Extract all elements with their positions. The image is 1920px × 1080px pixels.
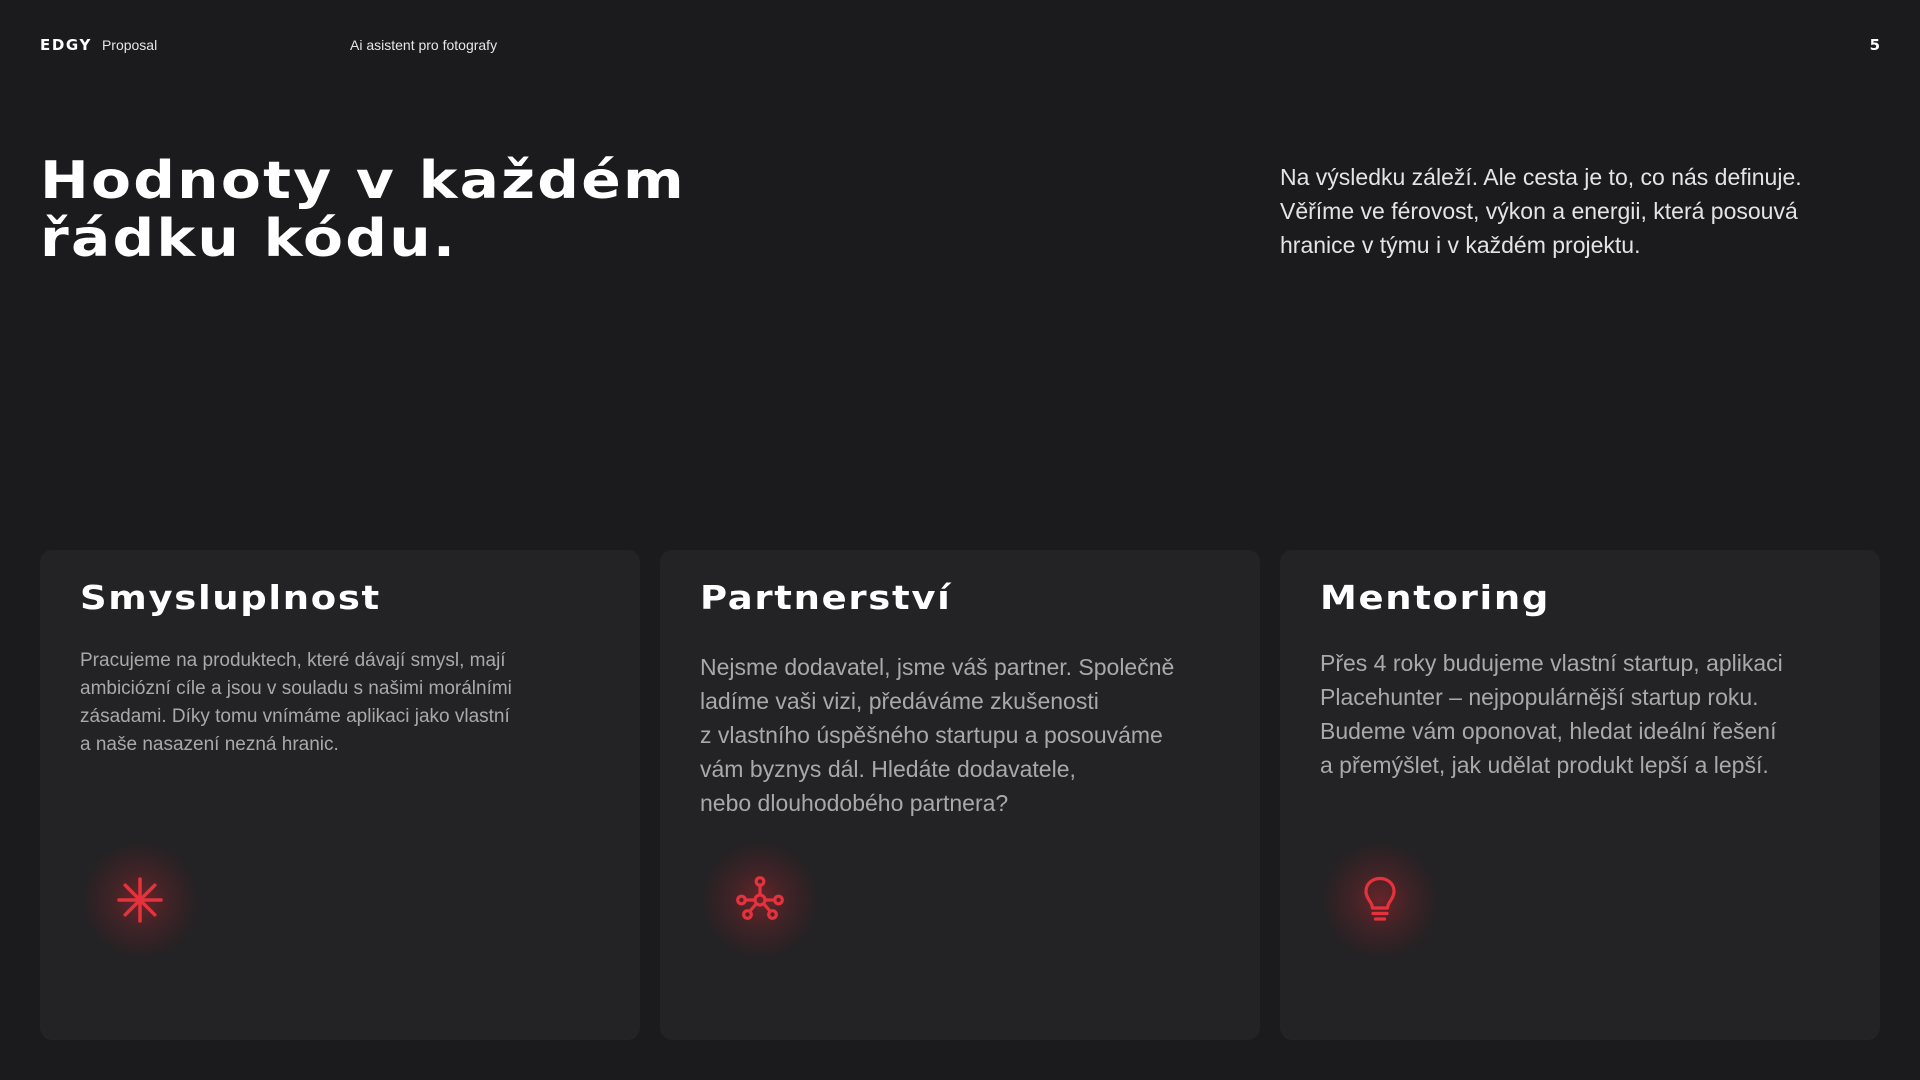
project-name: Ai asistent pro fotografy	[350, 37, 498, 53]
card-text-line: Placehunter – nejpopulárnější startup roku.	[1320, 684, 1759, 710]
card-text	[700, 650, 1174, 820]
card-text-line: a naše nasazení nezná hranic.	[80, 734, 339, 755]
page-title-line: Hodnoty v každém	[40, 151, 686, 211]
card-text-line: z vlastního úspěšného startupu a posouváme	[700, 722, 1163, 748]
card-title: Mentoring	[1320, 578, 1551, 617]
card-text-line: Nejsme dodavatel, jsme váš partner. Společně	[700, 654, 1175, 680]
value-card-smysluplnost	[40, 550, 640, 1040]
card-text-line: vám byznys dál. Hledáte dodavatele,	[700, 756, 1076, 782]
card-text-line: Budeme vám oponovat, hledat ideální řešení	[1320, 718, 1777, 744]
intro-text	[1280, 160, 1870, 262]
card-title: Smysluplnost	[80, 578, 381, 617]
brand-logo: EDGY	[40, 36, 92, 54]
card-text-line: Přes 4 roky budujeme vlastní startup, aplikaci	[1320, 650, 1783, 676]
page-title	[40, 152, 940, 268]
lightbulb-icon	[1355, 875, 1405, 925]
card-text-line: Pracujeme na produktech, které dávají smysl, mají	[80, 650, 506, 671]
value-cards	[40, 550, 1880, 1040]
value-card-partnerstvi	[660, 550, 1260, 1040]
card-text-line: zásadami. Díky tomu vnímáme aplikaci jako vlastní	[80, 706, 510, 727]
card-text-line: ambiciózní cíle a jsou v souladu s našimi morálními	[80, 678, 512, 699]
card-text-line: a přemýšlet, jak udělat produkt lepší a lepší.	[1320, 752, 1769, 778]
card-text-line: ladíme vaši vizi, předáváme zkušenosti	[700, 688, 1099, 714]
intro-line: Věříme ve férovost, výkon a energii, která posouvá	[1280, 198, 1798, 224]
page-title-line: řádku kódu.	[40, 209, 458, 269]
card-text	[1320, 646, 1783, 782]
asterisk-icon	[115, 875, 165, 925]
card-title: Partnerství	[700, 578, 952, 617]
intro-line: hranice v týmu i v každém projektu.	[1280, 232, 1641, 258]
card-text-line: nebo dlouhodobého partnera?	[700, 790, 1009, 816]
top-bar	[40, 34, 1880, 56]
document-type: Proposal	[101, 37, 158, 53]
value-card-mentoring	[1280, 550, 1880, 1040]
network-icon	[735, 875, 785, 925]
intro-line: Na výsledku záleží. Ale cesta je to, co nás definuje.	[1280, 164, 1802, 190]
page-number: 5	[1869, 36, 1880, 54]
card-text	[80, 647, 512, 759]
